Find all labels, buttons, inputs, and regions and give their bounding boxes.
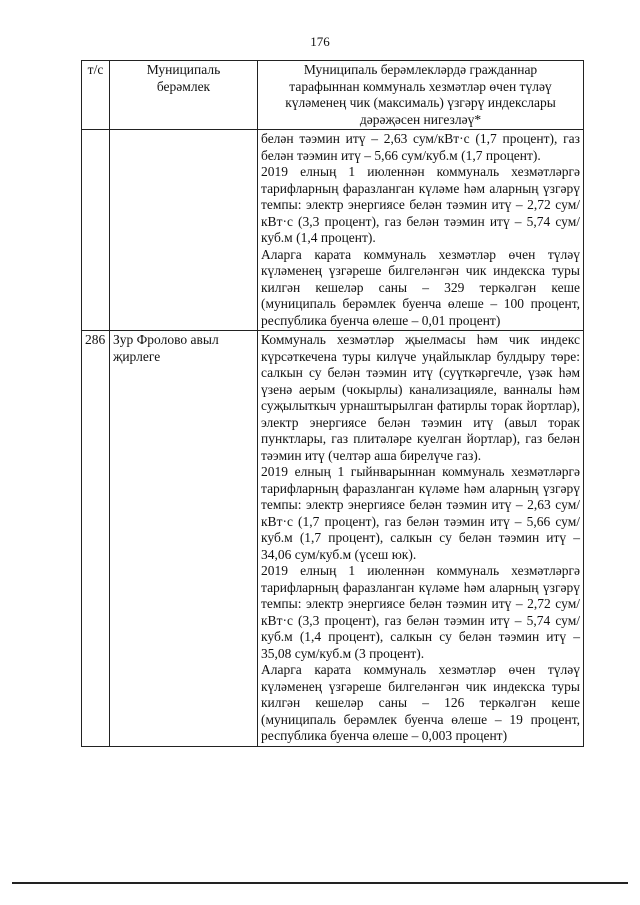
table-row [82,331,584,747]
tariff-table [81,60,584,747]
header-num: т/с [82,61,110,130]
header-description-line: күләменең чик (максималь) үзгәрү индекслары [285,95,556,110]
description-paragraph: 2019 елның 1 июленнән коммуналь хезмәтләргә тарифларның фаразланган күләме һәм аларның үзгәрү темпы: электр энергиясе белән тәэмин итү – 2,72 сум/кВт·с (3,3 процент), газ белән тәэмин итү – 5,74 сум/куб.м (1,4 процент). [261,164,580,245]
description-paragraph: белән тәэмин итү – 2,63 сум/кВт·с (1,7 процент), газ белән тәэмин итү – 5,66 сум/куб.м (1,7 процент). [261,131,580,163]
table-header-row [82,61,584,130]
header-description-line: Муниципаль берәмлекләрдә гражданнар [303,62,538,77]
municipality-cell: Зур Фролово авыл җирлеге [110,331,258,747]
description-paragraph: 2019 елның 1 гыйнварыннан коммуналь хезмәтләргә тарифларның фаразланган күләме һәм аларның үзгәрү темпы: электр энергиясе белән тәэмин итү – 2,63 сум/кВт·с (1,7 процент), газ белән тәэмин итү – 5,66 сум/куб.м (1,7 процент), салкын су белән тәэмин итү – 34,06 сум/куб.м (үсеш юк). [261,464,580,562]
header-description-line: дәрәҗәсен нигезләү* [359,111,482,127]
header-description [258,61,584,130]
description-paragraph: Аларга карата коммуналь хезмәтләр өчен түләү күләменең үзгәреше билгеләнгән чик индекска туры килгән кешеләр саны – 329 теркәлгән кеше (муниципаль берәмлек буенча өлеше – 100 процент, республика буенча өлеше – 0,01 процент) [261,246,580,328]
description-paragraph: Коммуналь хезмәтләр җыелмасы һәм чик индекс күрсәткечена туры килүче уңайлыклар булдыру төре: салкын су белән тәэмин итү (суүткәргечле, үзәк һәм үзенә аерым (чокырлы) канализацияле, ванналы һәм суҗылыткыч урнаштырылган фатирлы торак йортлар), электр энергиясе белән тәэмин итү (авыл торак пунктлары, газ плитәләре куелган йортлар), газ белән тәэмин итү (челтәр аша бирелүче газ). [261,332,580,463]
table-row [82,130,584,331]
row-num-cell [82,130,110,331]
description-cell [258,130,584,331]
description-cell [258,331,584,747]
header-municipality [110,61,258,130]
header-description-line: тарафыннан коммуналь хезмәтләр өчен түләү [289,78,552,94]
municipality-cell [110,130,258,331]
bottom-rule [12,882,628,884]
header-municipality-line: берәмлек [156,78,211,94]
header-municipality-line: Муниципаль [146,62,221,77]
row-num-cell: 286 [82,331,110,747]
description-paragraph: 2019 елның 1 июленнән коммуналь хезмәтләргә тарифларның фаразланган күләме һәм аларның үзгәрү темпы: электр энергиясе белән тәэмин итү – 2,72 сум/кВт·с (3,3 процент), газ белән тәэмин итү – 5,74 сум/куб.м (1,4 процент), салкын су белән тәэмин итү – 35,08 сум/куб.м (3 процент). [261,563,580,661]
description-paragraph: Аларга карата коммуналь хезмәтләр өчен түләү күләменең үзгәреше билгеләнгән чик индекска туры килгән кешеләр саны – 126 теркәлгән кеше (муниципаль берәмлек буенча өлеше – 19 процент, республика буенча өлеше – 0,003 процент) [261,662,580,743]
page-number: 176 [310,34,330,49]
